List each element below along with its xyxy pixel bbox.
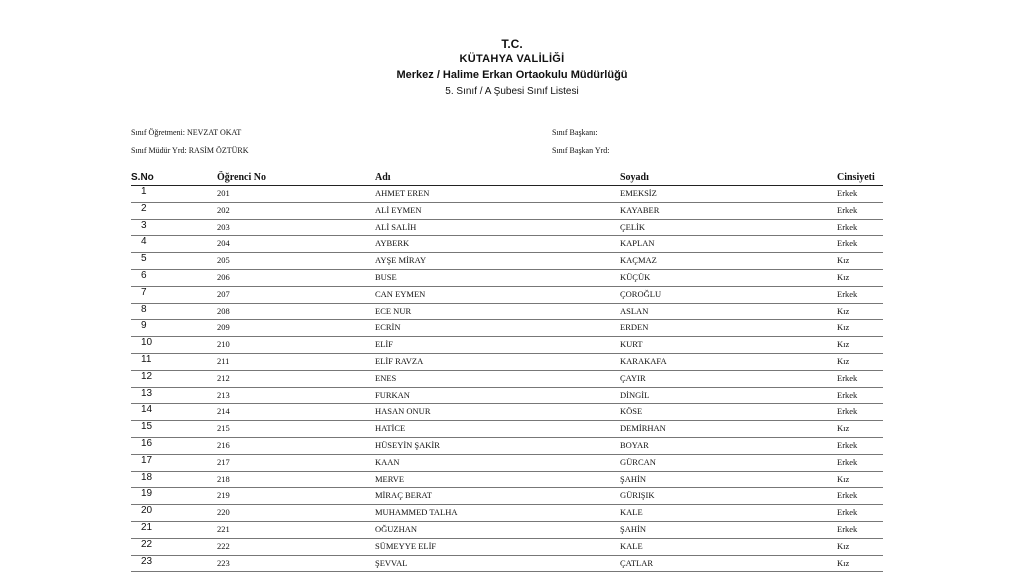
row-student-no: 207 <box>217 288 230 299</box>
row-name: AYŞE MİRAY <box>375 255 427 266</box>
class-teacher: Sınıf Öğretmeni: NEVZAT OKAT <box>131 128 242 137</box>
table-row <box>131 404 883 421</box>
row-surname: ÇAYIR <box>620 372 646 383</box>
row-student-no: 212 <box>217 372 230 383</box>
row-name: HASAN ONUR <box>375 406 431 417</box>
table-row <box>131 220 883 237</box>
row-gender: Erkek <box>837 389 858 400</box>
row-student-no: 218 <box>217 473 230 484</box>
row-student-no: 204 <box>217 238 230 249</box>
row-name: ENES <box>375 372 397 383</box>
row-gender: Kız <box>837 473 850 484</box>
table-row <box>131 455 883 472</box>
row-name: ECE NUR <box>375 305 412 316</box>
table-row <box>131 522 883 539</box>
row-surname: ŞAHİN <box>620 473 646 484</box>
row-gender: Kız <box>837 271 850 282</box>
row-gender: Kız <box>837 540 850 551</box>
row-name: FURKAN <box>375 389 410 400</box>
row-surname: BOYAR <box>620 439 649 450</box>
row-surname: ŞAHİN <box>620 523 646 534</box>
class-vice-president: Sınıf Başkan Yrd: <box>552 146 610 155</box>
row-sno: 15 <box>141 421 153 433</box>
row-name: HATİCE <box>375 423 406 434</box>
row-sno: 21 <box>141 521 153 533</box>
row-student-no: 222 <box>217 540 230 551</box>
student-table <box>131 172 883 572</box>
header-surname: Soyadı <box>620 172 649 183</box>
row-sno: 23 <box>141 555 153 567</box>
row-gender: Kız <box>837 255 850 266</box>
row-gender: Erkek <box>837 204 858 215</box>
row-gender: Kız <box>837 322 850 333</box>
row-gender: Erkek <box>837 523 858 534</box>
row-gender: Kız <box>837 423 850 434</box>
table-row <box>131 287 883 304</box>
row-sno: 20 <box>141 505 153 517</box>
row-student-no: 203 <box>217 221 230 232</box>
table-row <box>131 337 883 354</box>
row-gender: Erkek <box>837 221 858 232</box>
row-surname: KARAKAFA <box>620 355 667 366</box>
row-student-no: 215 <box>217 423 230 434</box>
row-surname: GÜRCAN <box>620 456 656 467</box>
row-gender: Erkek <box>837 238 858 249</box>
row-sno: 12 <box>141 370 153 382</box>
table-row <box>131 270 883 287</box>
table-row <box>131 371 883 388</box>
row-surname: GÜRIŞIK <box>620 490 655 501</box>
table-header-row <box>131 172 883 186</box>
row-surname: KALE <box>620 540 643 551</box>
row-sno: 1 <box>141 186 147 197</box>
row-surname: KÖSE <box>620 406 643 417</box>
table-row <box>131 488 883 505</box>
table-row <box>131 304 883 321</box>
row-surname: ASLAN <box>620 305 649 316</box>
row-gender: Kız <box>837 305 850 316</box>
row-student-no: 217 <box>217 456 230 467</box>
vice-principal: Sınıf Müdür Yrd: RASİM ÖZTÜRK <box>131 146 249 155</box>
row-gender: Kız <box>837 355 850 366</box>
row-gender: Erkek <box>837 372 858 383</box>
table-row <box>131 253 883 270</box>
row-sno: 7 <box>141 286 147 298</box>
row-student-no: 223 <box>217 557 230 568</box>
row-name: MERVE <box>375 473 405 484</box>
row-surname: KÜÇÜK <box>620 271 651 282</box>
row-student-no: 211 <box>217 355 230 366</box>
row-student-no: 210 <box>217 339 230 350</box>
row-student-no: 213 <box>217 389 230 400</box>
row-gender: Erkek <box>837 456 858 467</box>
class-president: Sınıf Başkanı: <box>552 128 598 137</box>
row-name: HÜSEYİN ŞAKİR <box>375 439 440 450</box>
row-name: AYBERK <box>375 238 410 249</box>
row-name: MUHAMMED TALHA <box>375 507 458 518</box>
row-student-no: 205 <box>217 255 230 266</box>
header-valilik: KÜTAHYA VALİLİĞİ <box>459 53 565 65</box>
row-name: MİRAÇ BERAT <box>375 490 432 501</box>
row-surname: KAÇMAZ <box>620 255 657 266</box>
row-student-no: 201 <box>217 188 230 198</box>
row-surname: ÇELİK <box>620 221 646 232</box>
row-gender: Erkek <box>837 188 858 198</box>
row-surname: KAPLAN <box>620 238 655 249</box>
row-sno: 11 <box>141 353 152 365</box>
table-row <box>131 438 883 455</box>
table-row <box>131 388 883 405</box>
row-name: AHMET EREN <box>375 188 430 198</box>
row-student-no: 220 <box>217 507 230 518</box>
table-row <box>131 320 883 337</box>
row-name: SÜMEYYE ELİF <box>375 540 437 551</box>
row-surname: ERDEN <box>620 322 649 333</box>
row-name: CAN EYMEN <box>375 288 426 299</box>
table-row <box>131 236 883 253</box>
table-row <box>131 421 883 438</box>
row-student-no: 216 <box>217 439 230 450</box>
row-surname: KALE <box>620 507 643 518</box>
row-student-no: 214 <box>217 406 230 417</box>
table-row <box>131 354 883 371</box>
row-sno: 14 <box>141 404 153 416</box>
header-sno: S.No <box>131 172 154 183</box>
table-row <box>131 472 883 489</box>
row-sno: 16 <box>141 437 153 449</box>
row-sno: 13 <box>141 387 153 399</box>
row-sno: 9 <box>141 320 147 332</box>
row-student-no: 219 <box>217 490 230 501</box>
row-sno: 17 <box>141 454 153 466</box>
header-school: Merkez / Halime Erkan Ortaokulu Müdürlüğü <box>396 69 628 81</box>
header-student-no: Öğrenci No <box>217 172 266 183</box>
row-surname: DİNGİL <box>620 389 650 400</box>
row-name: OĞUZHAN <box>375 523 418 534</box>
row-name: ECRİN <box>375 322 401 333</box>
row-sno: 2 <box>141 202 147 214</box>
row-sno: 3 <box>141 219 147 231</box>
row-gender: Kız <box>837 557 850 568</box>
row-gender: Kız <box>837 339 850 350</box>
row-gender: Erkek <box>837 439 858 450</box>
row-sno: 10 <box>141 337 153 349</box>
table-row <box>131 186 883 203</box>
row-surname: ÇATLAR <box>620 557 654 568</box>
row-student-no: 221 <box>217 523 230 534</box>
row-surname: KAYABER <box>620 204 660 215</box>
row-sno: 22 <box>141 538 153 550</box>
row-name: KAAN <box>375 456 400 467</box>
row-name: BUSE <box>375 271 397 282</box>
row-sno: 4 <box>141 236 147 248</box>
row-student-no: 209 <box>217 322 230 333</box>
row-surname: KURT <box>620 339 643 350</box>
table-row <box>131 539 883 556</box>
table-row <box>131 505 883 522</box>
row-name: ŞEVVAL <box>375 557 408 568</box>
row-student-no: 208 <box>217 305 230 316</box>
row-gender: Erkek <box>837 507 858 518</box>
row-sno: 5 <box>141 253 147 265</box>
row-gender: Erkek <box>837 490 858 501</box>
row-gender: Erkek <box>837 406 858 417</box>
row-surname: ÇOROĞLU <box>620 288 662 299</box>
header-class-list: 5. Sınıf / A Şubesi Sınıf Listesi <box>445 86 579 97</box>
row-name: ALİ EYMEN <box>375 204 422 215</box>
row-sno: 18 <box>141 471 153 483</box>
row-surname: EMEKSİZ <box>620 188 657 198</box>
row-sno: 8 <box>141 303 147 315</box>
table-row <box>131 203 883 220</box>
row-surname: DEMİRHAN <box>620 423 666 434</box>
header-tc: T.C. <box>501 37 523 51</box>
row-gender: Erkek <box>837 288 858 299</box>
row-student-no: 202 <box>217 204 230 215</box>
row-name: ELİF <box>375 339 393 350</box>
table-row <box>131 556 883 573</box>
row-sno: 6 <box>141 269 147 281</box>
header-gender: Cinsiyeti <box>837 172 875 183</box>
row-sno: 19 <box>141 488 153 500</box>
row-name: ALİ SALİH <box>375 221 417 232</box>
header-name: Adı <box>375 172 391 183</box>
row-student-no: 206 <box>217 271 230 282</box>
row-name: ELİF RAVZA <box>375 355 424 366</box>
